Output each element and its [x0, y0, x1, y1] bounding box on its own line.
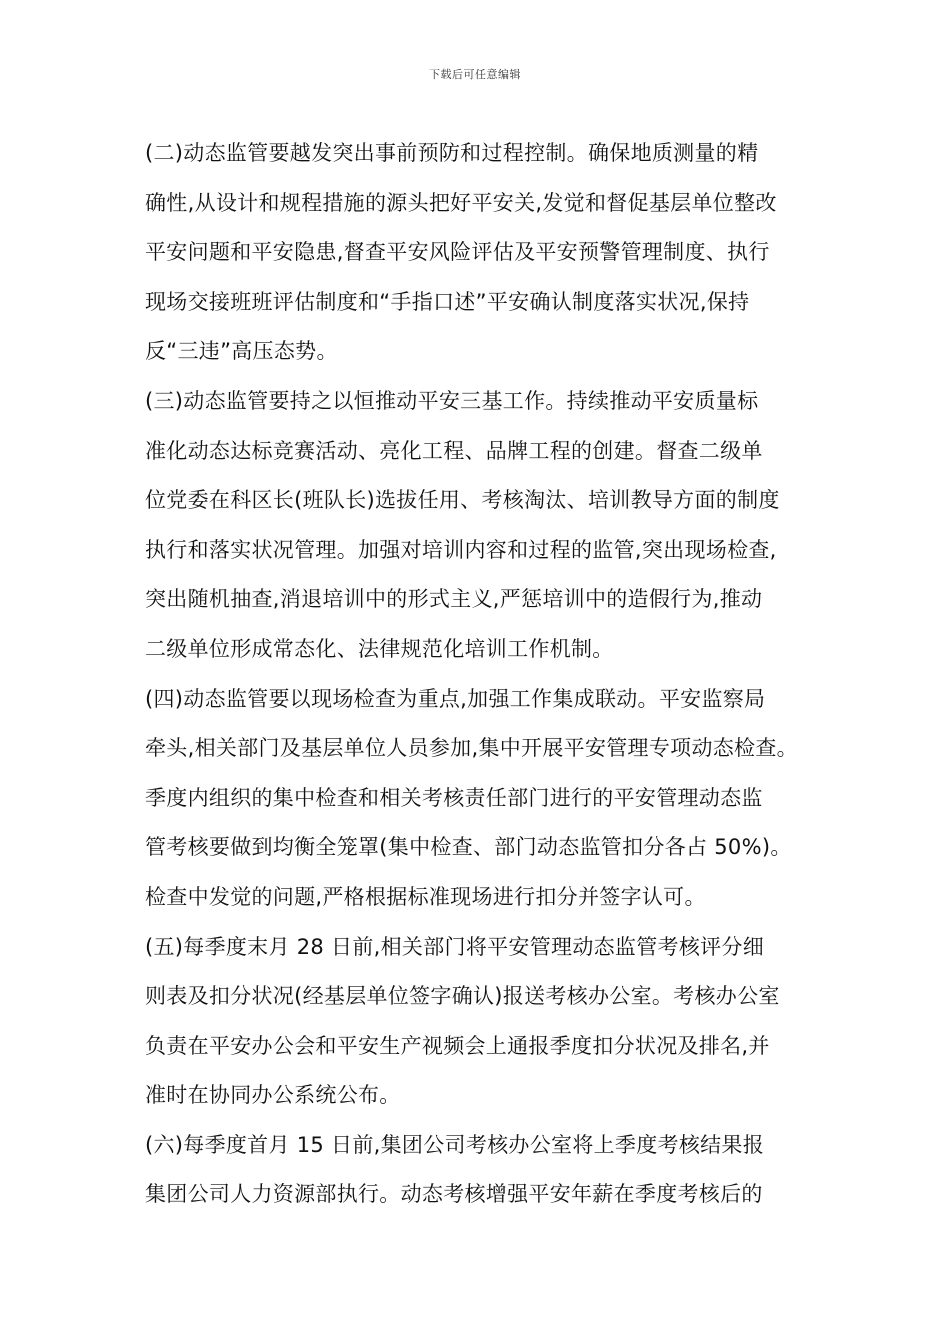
text-line: 确性,从设计和规程措施的源头把好平安关,发觉和督促基层单位整改 — [145, 190, 777, 215]
text-line: (四)动态监管要以现场检查为重点,加强工作集成联动。平安监察局 — [145, 686, 766, 711]
document-body — [145, 129, 815, 1220]
text-line: (六)每季度首月 15 日前,集团公司考核办公室将上季度考核结果报 — [145, 1132, 765, 1157]
paragraph-5 — [145, 923, 815, 1121]
text-line: 反“三违”高压态势。 — [145, 339, 338, 364]
text-line: 现场交接班班评估制度和“手指口述”平安确认制度落实状况,保持 — [145, 289, 750, 314]
paragraph-3 — [145, 377, 815, 675]
text-line: 管考核要做到均衡全笼罩(集中检查、部门动态监管扣分各占 50%)。 — [145, 835, 792, 860]
text-line: 负责在平安办公会和平安生产视频会上通报季度扣分状况及排名,并 — [145, 1033, 770, 1058]
text-line: 检查中发觉的问题,严格根据标准现场进行扣分并签字认可。 — [145, 884, 706, 909]
text-line: 季度内组织的集中检查和相关考核责任部门进行的平安管理动态监 — [145, 785, 763, 810]
text-line: (二)动态监管要越发突出事前预防和过程控制。确保地质测量的精 — [145, 141, 759, 165]
text-line: 集团公司人力资源部执行。动态考核增强平安年薪在季度考核后的 — [145, 1182, 763, 1207]
paragraph-4 — [145, 675, 815, 923]
text-line: 牵头,相关部门及基层单位人员参加,集中开展平安管理专项动态检查。 — [145, 736, 798, 761]
text-line: 平安问题和平安隐患,督查平安风险评估及平安预警管理制度、执行 — [145, 240, 770, 265]
text-line: 准化动态达标竞赛活动、亮化工程、品牌工程的创建。督查二级单 — [145, 438, 763, 463]
text-line: 准时在协同办公系统公布。 — [145, 1083, 401, 1108]
text-line: (三)动态监管要持之以恒推动平安三基工作。持续推动平安质量标 — [145, 388, 759, 413]
text-line: 执行和落实状况管理。加强对培训内容和过程的监管,突出现场检查, — [145, 537, 777, 562]
paragraph-6 — [145, 1121, 815, 1220]
text-line: (五)每季度末月 28 日前,相关部门将平安管理动态监管考核评分细 — [145, 934, 765, 959]
text-line: 突出随机抽查,消退培训中的形式主义,严惩培训中的造假行为,推动 — [145, 587, 763, 612]
page-header: 下载后可任意编辑 — [429, 68, 521, 81]
paragraph-2 — [145, 129, 815, 377]
text-line: 位党委在科区长(班队长)选拔任用、考核淘汰、培训教导方面的制度 — [145, 488, 780, 513]
text-line: 则表及扣分状况(经基层单位签字确认)报送考核办公室。考核办公室 — [145, 984, 780, 1009]
text-line: 二级单位形成常态化、法律规范化培训工作机制。 — [145, 636, 614, 661]
